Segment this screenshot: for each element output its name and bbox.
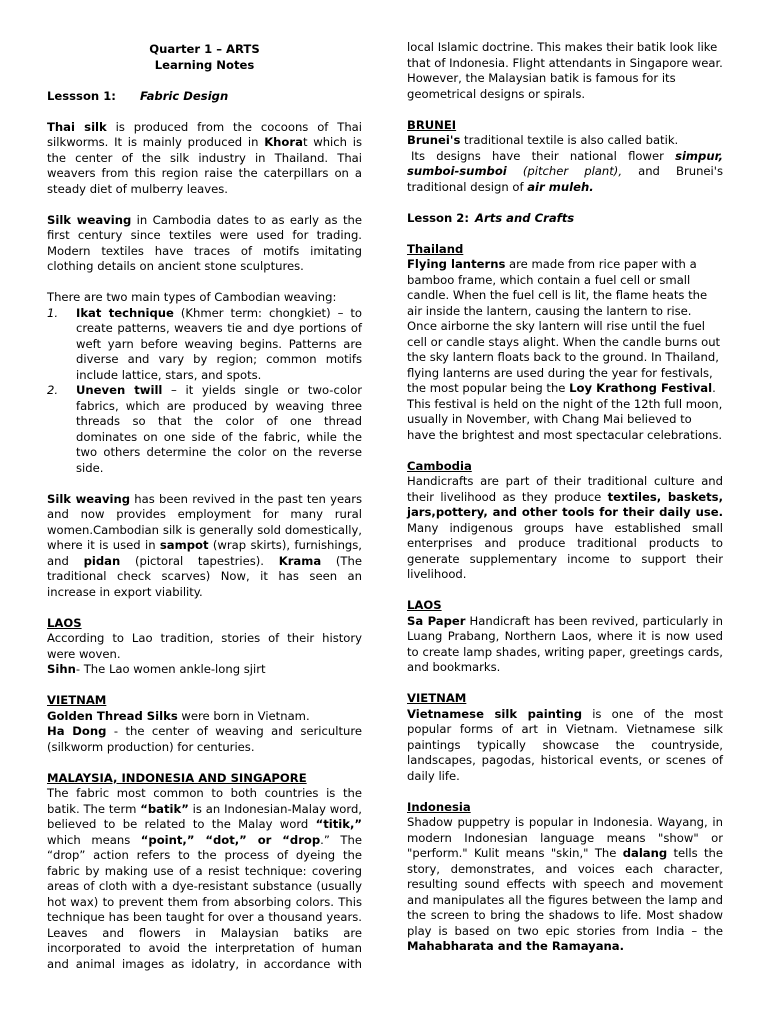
indonesia-crafts-paragraph — [407, 815, 723, 955]
dalang-term: dalang — [622, 846, 668, 860]
thai-silk-term: Thai silk — [47, 119, 107, 134]
sa-paper-term: Sa Paper — [407, 613, 466, 628]
point-dot-drop-term: “point,” “dot,” or “drop — [140, 832, 321, 847]
brunei-term: Brunei's — [407, 133, 461, 147]
titik-term: “titik,” — [315, 817, 362, 831]
paragraph-text: tells the story, demonstrates, and voices each character, resulting sound effects with speech and movement and manipulates all the figures between the lamp and the screen to bring the shadows to life. Most shadow play is based on two epic stories from India – the — [407, 846, 723, 938]
section-heading: LAOS — [407, 598, 442, 612]
indonesia-crafts-section — [407, 800, 723, 955]
flying-lanterns-term: Flying lanterns — [407, 257, 506, 271]
cambodian-weaving-types — [47, 290, 362, 476]
paragraph-text: which means — [47, 832, 141, 847]
air-muleh-term: air muleh. — [527, 179, 594, 194]
paragraph-text: is one of the most popular forms of art in Vietnam. Vietnamese silk paintings typically showcase the countryside, landscapes, pagodas, historical events, or scenes of daily life. — [407, 706, 724, 783]
lesson-2-heading — [407, 211, 723, 227]
section-heading: Indonesia — [407, 799, 471, 814]
thailand-crafts-paragraph — [407, 257, 723, 443]
pitcher-plant-note: (pitcher plant), — [522, 164, 623, 178]
lesson-1-topic: Fabric Design — [140, 88, 229, 103]
sampot-term: sampot — [159, 538, 209, 552]
ha-dong-term: Ha Dong — [47, 724, 107, 738]
batik-paragraph — [47, 786, 362, 972]
lesson-1-heading — [47, 89, 362, 105]
paragraph-text: (pictoral tapestries). — [120, 553, 279, 568]
paragraph-text: is produced from the cocoons of Thai silkworms. It is mainly produced in — [47, 119, 362, 149]
section-heading: BRUNEI — [407, 117, 457, 132]
paragraph-text: .” The “drop” action refers to the process of dyeing the fabric by making use of a resist technique: covering areas of cloth with a dye-resistant substance (usually hot wax) to prevent them from absorbing colors. This technique has been taught for over a thousand years. Leaves and flowers in Malaysian batiks are incorporated to avoid the interpretation of human and animal images as idolatry, in accordance with — [47, 832, 362, 971]
left-column — [47, 42, 362, 972]
brunei-line-2 — [407, 149, 723, 196]
weaving-types-intro: There are two main types of Cambodian weaving: — [47, 290, 337, 304]
paragraph-text: Shadow puppetry is popular in Indonesia. Wayang, in modern Indonesian language means "show" or "perform." Kulit means "skin," The — [407, 815, 723, 860]
vietnam-crafts-paragraph — [407, 707, 723, 785]
list-number: 1. — [47, 305, 59, 320]
paragraph-text: (The traditional check scarves) Now, it has seen an increase in export viability. — [47, 553, 362, 599]
golden-thread-term: Golden Thread Silks — [47, 708, 178, 723]
paragraph-text: Handicraft has been revived, particularly in Luang Prabang, Northern Laos, where it is now used to create lamp shades, writing paper, greetings cards, and bookmarks. — [407, 613, 723, 674]
paragraph-text: t which is the center of the silk industry in Thailand. Thai weavers from this region raise the caterpillars on a steady diet of mulberry leaves. — [47, 135, 362, 196]
paragraph-text: (wrap skirts), furnishings, and — [47, 538, 362, 568]
sihn-term: Sihn — [47, 662, 76, 676]
krama-term: Krama — [278, 553, 322, 568]
cambodia-crafts-section — [407, 459, 723, 583]
paragraph-text: has been revived in the past ten years and now provides employment for many rural women.Cambodian silk is generally sold domestically, where it is used in — [47, 491, 363, 552]
list-number: 2. — [47, 383, 59, 397]
paragraph-text: and Brunei's traditional design of — [407, 164, 724, 194]
products-term: textiles, baskets, jars,pottery, and other tools for their daily use. — [407, 489, 723, 519]
cambodia-crafts-paragraph — [407, 474, 723, 583]
batik-section — [47, 771, 362, 973]
brunei-section — [407, 118, 723, 196]
silk-weaving-term: Silk weaving — [47, 491, 131, 506]
simpur-term: simpur, — [675, 148, 723, 163]
paragraph-text: The fabric most common to both countries is the batik. The term — [47, 786, 362, 816]
brunei-line-1 — [407, 133, 723, 149]
document-title: Quarter 1 – ARTS — [149, 42, 260, 56]
list-item-text: (Khmer term: chongkiet) – to create patterns, weavers tie and dye portions of weft yarn before weaving begins. Patterns are diverse and vary by region; common motifs include lattice, stars, and spots. — [76, 305, 362, 382]
khorat-term: Khora — [264, 135, 303, 149]
loy-krathong-term: Loy Krathong Festival — [569, 381, 713, 395]
lesson-2-topic: Arts and Crafts — [475, 210, 575, 225]
paragraph-text: Handicrafts are part of their traditional culture and their livelihood as they produce — [407, 474, 723, 504]
paragraph-text: . This festival is held on the night of the 12th full moon, usually in November, with Chang Mai believed to have the brightest and most spectacular celebrations. — [407, 381, 723, 442]
section-heading: MALAYSIA, INDONESIA AND SINGAPORE — [47, 770, 307, 785]
paragraph-text: were born in Vietnam. — [177, 708, 310, 723]
paragraph-text: Many indigenous groups have established small enterprises and produce traditional products to generate supplementary income to support their livelihood. — [407, 520, 723, 581]
silk-weaving-term: Silk weaving — [47, 212, 132, 227]
paragraph-text: - the center of weaving and sericulture (silkworm production) for centuries. — [47, 724, 362, 754]
laos-crafts-paragraph — [407, 614, 723, 676]
sihn-line — [47, 662, 362, 678]
section-heading: VIETNAM — [47, 693, 107, 707]
vietnam-weaving-section — [47, 693, 362, 755]
paragraph-text: in Cambodia dates to as early as the first century since textiles were used for trading. Modern textiles have traces of motifs imitating clothing details on ancient stone sculptures. — [47, 212, 362, 273]
lesson-1-label: Lessson 1: — [47, 88, 116, 103]
silk-weaving-history-paragraph — [47, 213, 362, 275]
laos-history-text: According to Lao tradition, stories of their history were woven. — [47, 631, 362, 661]
paragraph-text: traditional textile is also called batik. — [460, 133, 679, 147]
epics-term: Mahabharata and the Ramayana. — [407, 939, 625, 953]
thailand-crafts-section — [407, 242, 723, 444]
lesson-2-label: Lesson 2: — [407, 210, 470, 225]
batik-paragraph-continued: local Islamic doctrine. This makes their batik look like that of Indonesia. Flight attendants in Singapore wear. However, the Malaysian batik is famous for its geometrical designs or spirals. — [407, 40, 723, 101]
list-item-term: Uneven twill — [76, 383, 163, 397]
silk-weaving-revival-paragraph — [47, 492, 362, 601]
document-header — [47, 42, 362, 73]
paragraph-text: are made from rice paper with a bamboo frame, which contain a fuel cell or small candle. When the fuel cell is lit, the flame heats the air inside the lantern, causing the lantern to rise. Once airborne the sky lantern will rise until the fuel cell or candle stays alight. When the candle burns out the sky lantern floats back to the ground. In Thailand, flying lanterns are used during the year for festivals, the most popular being the — [407, 257, 721, 395]
laos-crafts-section — [407, 598, 723, 676]
list-item-term: Ikat technique — [76, 305, 174, 320]
ha-dong-line — [47, 724, 362, 755]
list-item-text: – it yields single or two-color fabrics, which are produced by weaving three threads so that the color of one thread dominates on one side of the fabric, while the two others determine the color on the reverse side. — [76, 383, 362, 475]
paragraph-text — [507, 164, 523, 178]
right-column — [407, 40, 723, 955]
pidan-term: pidan — [83, 553, 121, 568]
section-heading: LAOS — [47, 615, 82, 630]
paragraph-text: Its designs have their national flower — [411, 148, 676, 163]
sumboi-sumboi-term: sumboi-sumboi — [407, 164, 507, 178]
section-heading: Cambodia — [407, 458, 472, 473]
paragraph-text: is an Indonesian-Malay word, believed to be related to the Malay word — [47, 801, 362, 831]
silk-painting-term: Vietnamese silk painting — [407, 706, 583, 721]
golden-thread-line — [47, 709, 362, 725]
section-heading: Thailand — [407, 241, 464, 256]
section-heading: VIETNAM — [407, 691, 467, 705]
batik-term: “batik” — [140, 801, 189, 816]
laos-weaving-section — [47, 616, 362, 678]
list-item — [47, 383, 362, 476]
vietnam-crafts-section — [407, 691, 723, 784]
list-item — [47, 306, 362, 384]
paragraph-text: - The Lao women ankle-long sjirt — [75, 662, 266, 676]
document-subtitle: Learning Notes — [154, 57, 255, 72]
thai-silk-paragraph — [47, 120, 362, 198]
